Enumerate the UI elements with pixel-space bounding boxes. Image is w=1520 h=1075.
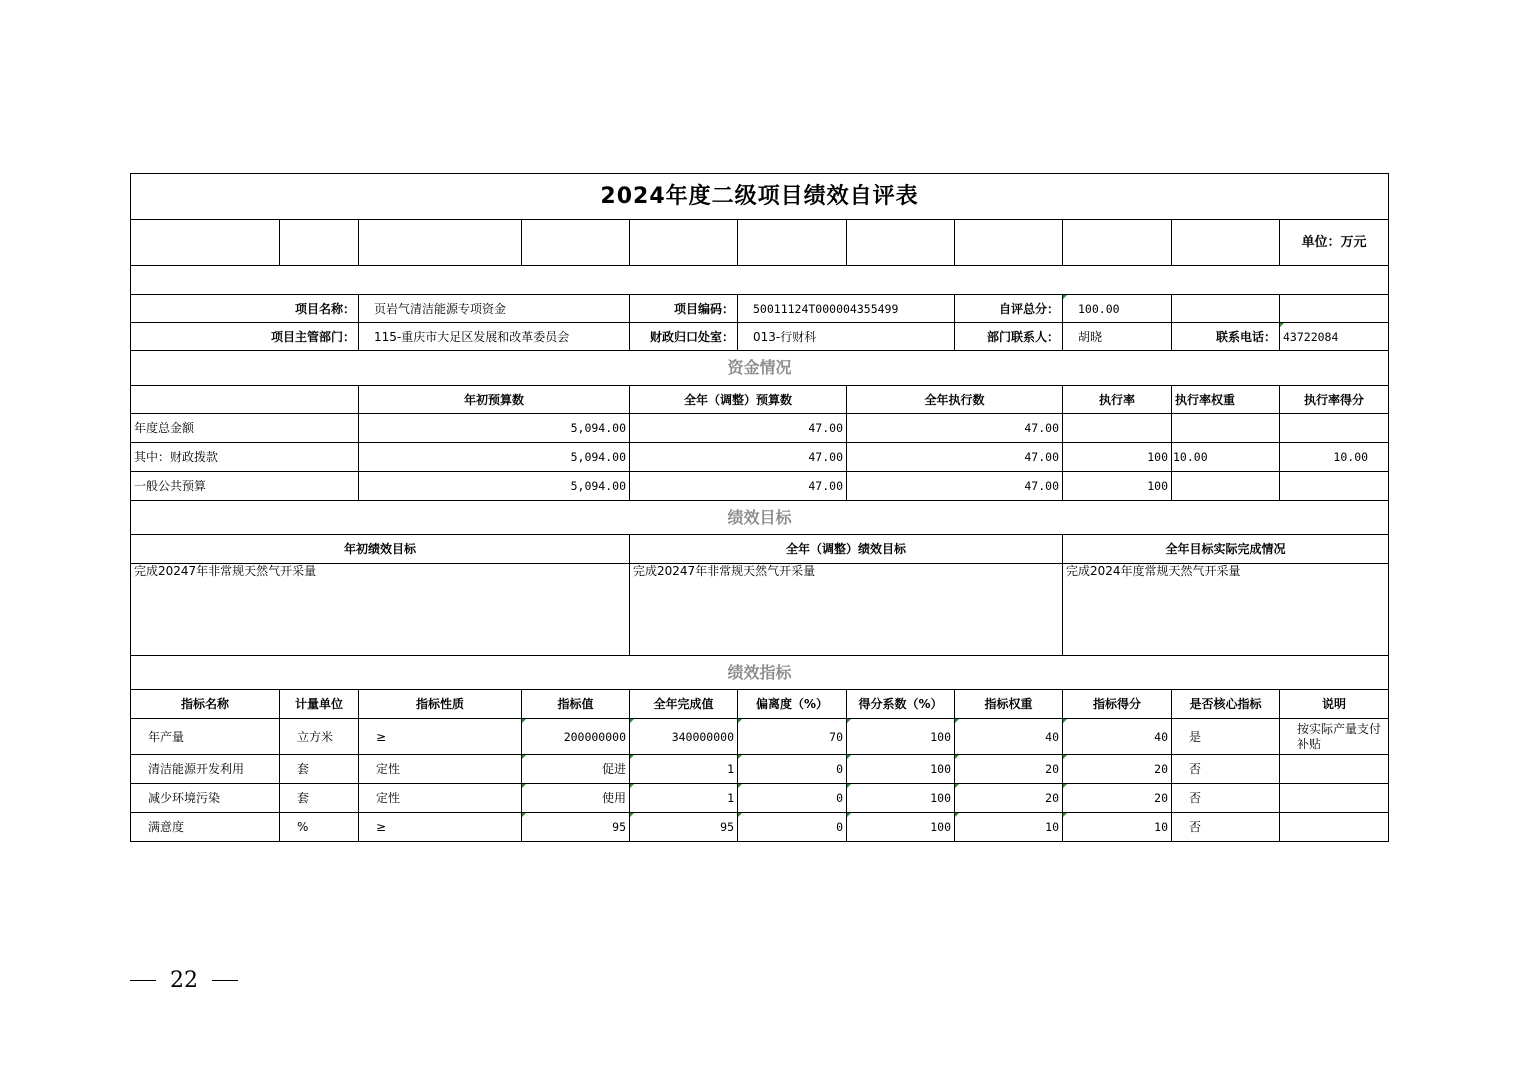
total-score: 100.00 <box>1063 295 1172 323</box>
contact-person: 胡晓 <box>1063 323 1172 351</box>
funds-row <box>131 472 1389 501</box>
indicator-name: 减少环境污染 <box>131 784 280 813</box>
goal-actual: 完成2024年度常规天然气开采量 <box>1063 564 1389 656</box>
project-name-label: 项目名称： <box>131 295 359 323</box>
indicator-unit: 立方米 <box>280 719 359 755</box>
score-label: 自评总分： <box>955 295 1063 323</box>
indicator-header: 偏离度（%） <box>738 690 847 719</box>
finance-office: 013-行财科 <box>738 323 955 351</box>
funds-initial: 5,094.00 <box>359 472 630 501</box>
funds-header: 年初预算数 <box>359 386 630 414</box>
funds-initial: 5,094.00 <box>359 414 630 443</box>
funds-score <box>1280 472 1389 501</box>
table-title: 2024年度二级项目绩效自评表 <box>131 174 1389 220</box>
indicator-deviation: 0 <box>738 813 847 842</box>
indicator-row <box>131 813 1389 842</box>
funds-header: 执行率 <box>1063 386 1172 414</box>
page-footer <box>130 968 238 993</box>
goals-header: 年初绩效目标 <box>131 535 630 564</box>
indicator-weight: 10 <box>955 813 1063 842</box>
footer-dash-left <box>130 980 156 981</box>
funds-rate <box>1063 414 1172 443</box>
indicator-coef: 100 <box>847 755 955 784</box>
indicator-core: 否 <box>1172 755 1280 784</box>
funds-adjusted: 47.00 <box>630 472 847 501</box>
funds-row-name: 一般公共预算 <box>131 472 359 501</box>
footer-dash-right <box>212 980 238 981</box>
contact-label: 部门联系人： <box>955 323 1063 351</box>
indicator-deviation: 0 <box>738 784 847 813</box>
funds-weight: 10.00 <box>1172 443 1280 472</box>
funds-initial: 5,094.00 <box>359 443 630 472</box>
indicator-coef: 100 <box>847 719 955 755</box>
finance-label: 财政归口处室： <box>630 323 738 351</box>
indicator-header: 计量单位 <box>280 690 359 719</box>
indicator-target: 促进 <box>522 755 630 784</box>
indicator-target: 200000000 <box>522 719 630 755</box>
indicator-nature: ≥ <box>359 813 522 842</box>
indicator-actual: 340000000 <box>630 719 738 755</box>
funds-weight <box>1172 414 1280 443</box>
funds-adjusted: 47.00 <box>630 443 847 472</box>
indicator-row <box>131 784 1389 813</box>
dept: 115-重庆市大足区发展和改革委员会 <box>359 323 630 351</box>
indicator-core: 否 <box>1172 784 1280 813</box>
indicator-actual: 1 <box>630 784 738 813</box>
indicator-weight: 20 <box>955 755 1063 784</box>
indicator-deviation: 0 <box>738 755 847 784</box>
indicator-deviation: 70 <box>738 719 847 755</box>
indicator-header: 指标权重 <box>955 690 1063 719</box>
indicator-nature: 定性 <box>359 755 522 784</box>
indicator-row <box>131 719 1389 755</box>
funds-row-name: 年度总金额 <box>131 414 359 443</box>
funds-rate: 100 <box>1063 443 1172 472</box>
unit-label: 单位：万元 <box>1280 220 1389 266</box>
indicator-actual: 1 <box>630 755 738 784</box>
indicator-row <box>131 755 1389 784</box>
indicator-unit: 套 <box>280 755 359 784</box>
indicator-weight: 20 <box>955 784 1063 813</box>
indicator-nature: 定性 <box>359 784 522 813</box>
phone-label: 联系电话： <box>1172 323 1280 351</box>
indicator-header: 指标值 <box>522 690 630 719</box>
funds-row <box>131 443 1389 472</box>
project-name: 页岩气清洁能源专项资金 <box>359 295 630 323</box>
indicator-actual: 95 <box>630 813 738 842</box>
indicator-score: 40 <box>1063 719 1172 755</box>
indicators-section-title: 绩效指标 <box>131 656 1389 690</box>
indicator-coef: 100 <box>847 784 955 813</box>
funds-row-name: 其中：财政拨款 <box>131 443 359 472</box>
funds-header: 全年（调整）预算数 <box>630 386 847 414</box>
indicator-unit: % <box>280 813 359 842</box>
indicator-name: 清洁能源开发利用 <box>131 755 280 784</box>
indicator-header: 指标性质 <box>359 690 522 719</box>
indicator-header: 全年完成值 <box>630 690 738 719</box>
indicator-unit: 套 <box>280 784 359 813</box>
page-number: 22 <box>170 968 198 993</box>
indicator-score: 20 <box>1063 784 1172 813</box>
phone: 43722084 <box>1280 323 1389 351</box>
indicator-note <box>1280 784 1389 813</box>
goals-header: 全年目标实际完成情况 <box>1063 535 1389 564</box>
funds-executed: 47.00 <box>847 443 1063 472</box>
indicator-note <box>1280 813 1389 842</box>
indicator-header: 指标得分 <box>1063 690 1172 719</box>
goals-header: 全年（调整）绩效目标 <box>630 535 1063 564</box>
performance-table <box>130 173 1389 842</box>
funds-adjusted: 47.00 <box>630 414 847 443</box>
funds-row <box>131 414 1389 443</box>
funds-header: 执行率权重 <box>1172 386 1280 414</box>
indicator-name: 满意度 <box>131 813 280 842</box>
goals-section-title: 绩效目标 <box>131 501 1389 535</box>
indicator-note: 按实际产量支付补贴 <box>1280 719 1389 755</box>
funds-executed: 47.00 <box>847 414 1063 443</box>
indicator-target: 使用 <box>522 784 630 813</box>
indicator-weight: 40 <box>955 719 1063 755</box>
indicator-core: 否 <box>1172 813 1280 842</box>
indicator-header: 是否核心指标 <box>1172 690 1280 719</box>
funds-header: 执行率得分 <box>1280 386 1389 414</box>
indicator-score: 20 <box>1063 755 1172 784</box>
funds-header: 全年执行数 <box>847 386 1063 414</box>
funds-score <box>1280 414 1389 443</box>
indicator-score: 10 <box>1063 813 1172 842</box>
indicator-core: 是 <box>1172 719 1280 755</box>
project-code: 50011124T000004355499 <box>738 295 955 323</box>
funds-weight <box>1172 472 1280 501</box>
indicator-name: 年产量 <box>131 719 280 755</box>
funds-rate: 100 <box>1063 472 1172 501</box>
indicator-header: 指标名称 <box>131 690 280 719</box>
indicator-nature: ≥ <box>359 719 522 755</box>
project-code-label: 项目编码： <box>630 295 738 323</box>
funds-executed: 47.00 <box>847 472 1063 501</box>
indicator-target: 95 <box>522 813 630 842</box>
goal-adjusted: 完成20247年非常规天然气开采量 <box>630 564 1063 656</box>
indicator-coef: 100 <box>847 813 955 842</box>
funds-score: 10.00 <box>1280 443 1389 472</box>
indicator-header: 得分系数（%） <box>847 690 955 719</box>
indicator-header: 说明 <box>1280 690 1389 719</box>
dept-label: 项目主管部门： <box>131 323 359 351</box>
funds-section-title: 资金情况 <box>131 351 1389 386</box>
indicator-note <box>1280 755 1389 784</box>
goal-initial: 完成20247年非常规天然气开采量 <box>131 564 630 656</box>
